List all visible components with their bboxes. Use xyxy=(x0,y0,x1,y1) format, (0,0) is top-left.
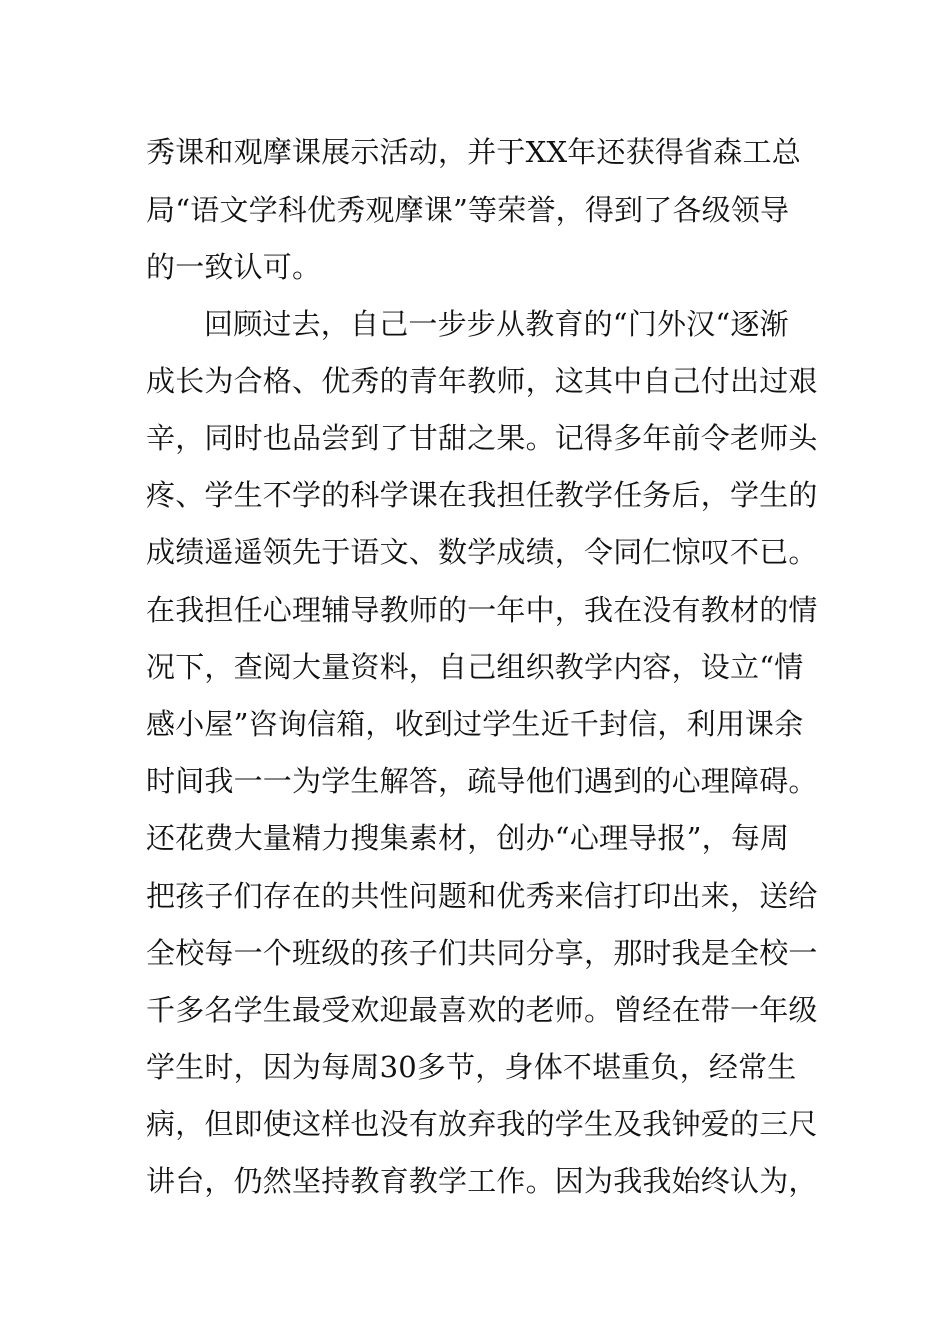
text-line: 成长为合格、优秀的青年教师，这其中自己付出过艰 xyxy=(146,364,818,398)
text-line: 还花费大量精力搜集素材，创办“心理导报”，每周 xyxy=(146,821,790,855)
text-line: 疼、学生不学的科学课在我担任教学任务后，学生的 xyxy=(146,478,818,512)
text-line: 病，但即使这样也没有放弃我的学生及我钟爱的三尺 xyxy=(146,1107,818,1141)
text-line: 秀课和观摩课展示活动，并于XX年还获得省森工总 xyxy=(146,135,801,169)
text-line: 局“语文学科优秀观摩课”等荣誉，得到了各级领导 xyxy=(146,193,790,227)
text-line: 成绩遥遥领先于语文、数学成绩，令同仁惊叹不已。 xyxy=(146,535,818,569)
text-line: 在我担任心理辅导教师的一年中，我在没有教材的情 xyxy=(146,593,818,627)
text-line: 的一致认可。 xyxy=(146,250,322,284)
text-line: 辛，同时也品尝到了甘甜之果。记得多年前令老师头 xyxy=(146,421,818,455)
text-line: 感小屋”咨询信箱，收到过学生近千封信，利用课余 xyxy=(146,707,804,741)
text-line: 况下，查阅大量资料，自己组织教学内容，设立“情 xyxy=(146,650,804,684)
text-line: 千多名学生最受欢迎最喜欢的老师。曾经在带一年级 xyxy=(146,993,818,1027)
paragraph-start-line: 回顾过去，自己一步步从教育的“门外汉“逐渐 xyxy=(204,307,789,341)
text-line: 时间我一一为学生解答，疏导他们遇到的心理障碍。 xyxy=(146,764,818,798)
text-line: 全校每一个班级的孩子们共同分享，那时我是全校一 xyxy=(146,936,818,970)
text-line: 把孩子们存在的共性问题和优秀来信打印出来，送给 xyxy=(146,879,818,913)
text-line: 学生时，因为每周30多节，身体不堪重负，经常生 xyxy=(146,1050,797,1084)
text-line: 讲台，仍然坚持教育教学工作。因为我我始终认为， xyxy=(146,1164,818,1198)
